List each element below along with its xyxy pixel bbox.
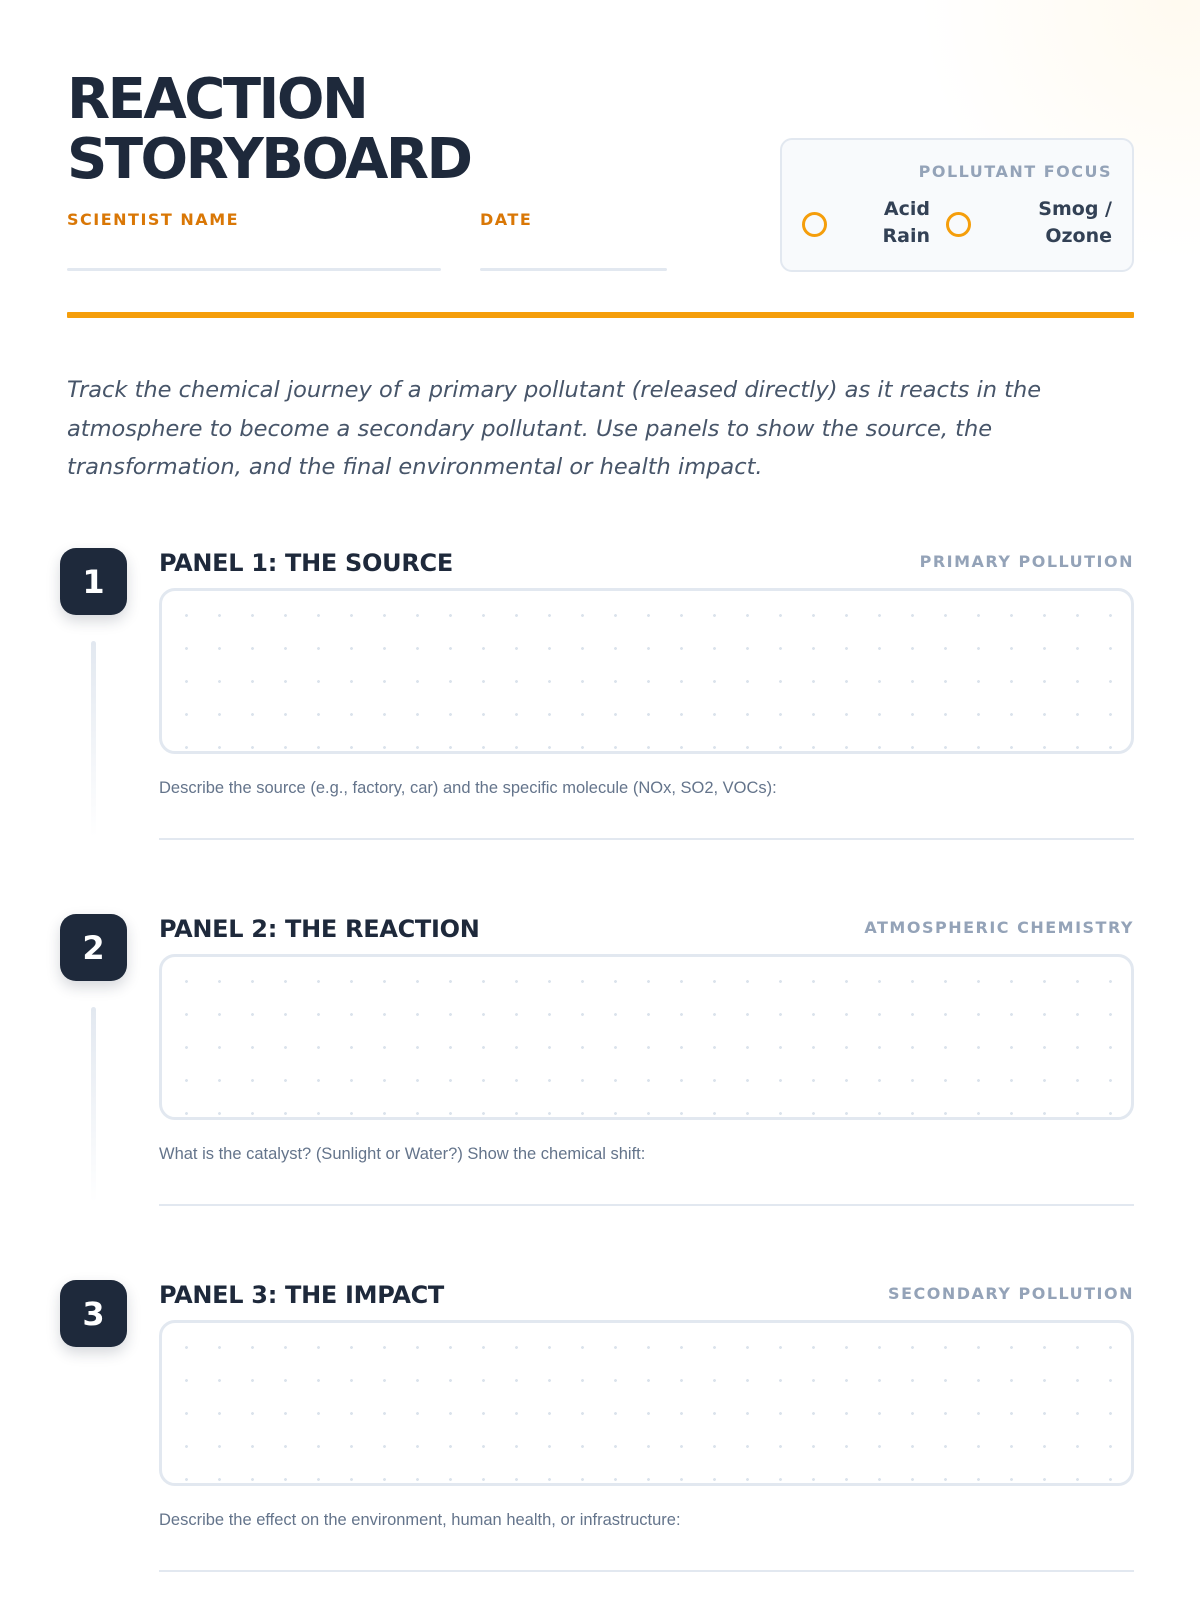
panel-number-badge: 1 <box>60 548 127 615</box>
answer-line[interactable] <box>159 1204 1134 1206</box>
panel-title: PANEL 1: THE SOURCE <box>159 549 453 577</box>
date-field[interactable] <box>480 268 667 271</box>
panel-title: PANEL 3: THE IMPACT <box>159 1281 445 1309</box>
panel-number-badge: 3 <box>60 1280 127 1347</box>
drawing-area[interactable] <box>159 1320 1134 1486</box>
smog-ozone-label <box>1032 196 1112 250</box>
panel-prompt: Describe the source (e.g., factory, car) and the specific molecule (NOx, SO2, VOCs): <box>159 779 777 797</box>
pollutant-focus-title: POLLUTANT FOCUS <box>918 162 1112 181</box>
panel-tag: SECONDARY POLLUTION <box>888 1284 1134 1303</box>
acid-rain-radio[interactable] <box>802 212 827 237</box>
answer-line[interactable] <box>159 1570 1134 1572</box>
panel-source <box>0 548 1200 858</box>
panel-prompt: What is the catalyst? (Sunlight or Water?) Show the chemical shift: <box>159 1145 646 1163</box>
acid-rain-label-line-2: Rain <box>882 225 930 247</box>
smog-ozone-label-line-2: Ozone <box>1045 225 1112 247</box>
panel-tag: PRIMARY POLLUTION <box>919 552 1134 571</box>
panel-reaction <box>0 914 1200 1224</box>
acid-rain-label <box>870 196 930 250</box>
panel-title: PANEL 2: THE REACTION <box>159 915 480 943</box>
timeline-connector <box>91 1007 96 1203</box>
smog-ozone-label-line-1: Smog / <box>1038 198 1112 220</box>
drawing-area[interactable] <box>159 588 1134 754</box>
timeline-connector <box>91 641 96 837</box>
page-title <box>67 67 471 192</box>
title-line-1: REACTION <box>67 67 367 132</box>
panel-tag: ATMOSPHERIC CHEMISTRY <box>864 918 1134 937</box>
intro-text: Track the chemical journey of a primary pollutant (released directly) as it reacts in the atmosphere to become a secondary pollutant. Use panels to show the source, the transformation, and the final environmental or health impact. <box>67 377 1042 480</box>
header-divider <box>67 312 1134 318</box>
panel-prompt: Describe the effect on the environment, human health, or infrastructure: <box>159 1511 681 1529</box>
acid-rain-label-line-1: Acid <box>883 198 930 220</box>
panel-impact <box>0 1280 1200 1590</box>
date-label: DATE <box>480 210 533 229</box>
scientist-name-label: SCIENTIST NAME <box>67 210 240 229</box>
pollutant-focus-card <box>780 138 1134 272</box>
title-line-2: STORYBOARD <box>67 127 471 192</box>
panel-number-badge: 2 <box>60 914 127 981</box>
scientist-name-field[interactable] <box>67 268 441 271</box>
smog-ozone-radio[interactable] <box>946 212 971 237</box>
answer-line[interactable] <box>159 838 1134 840</box>
drawing-area[interactable] <box>159 954 1134 1120</box>
